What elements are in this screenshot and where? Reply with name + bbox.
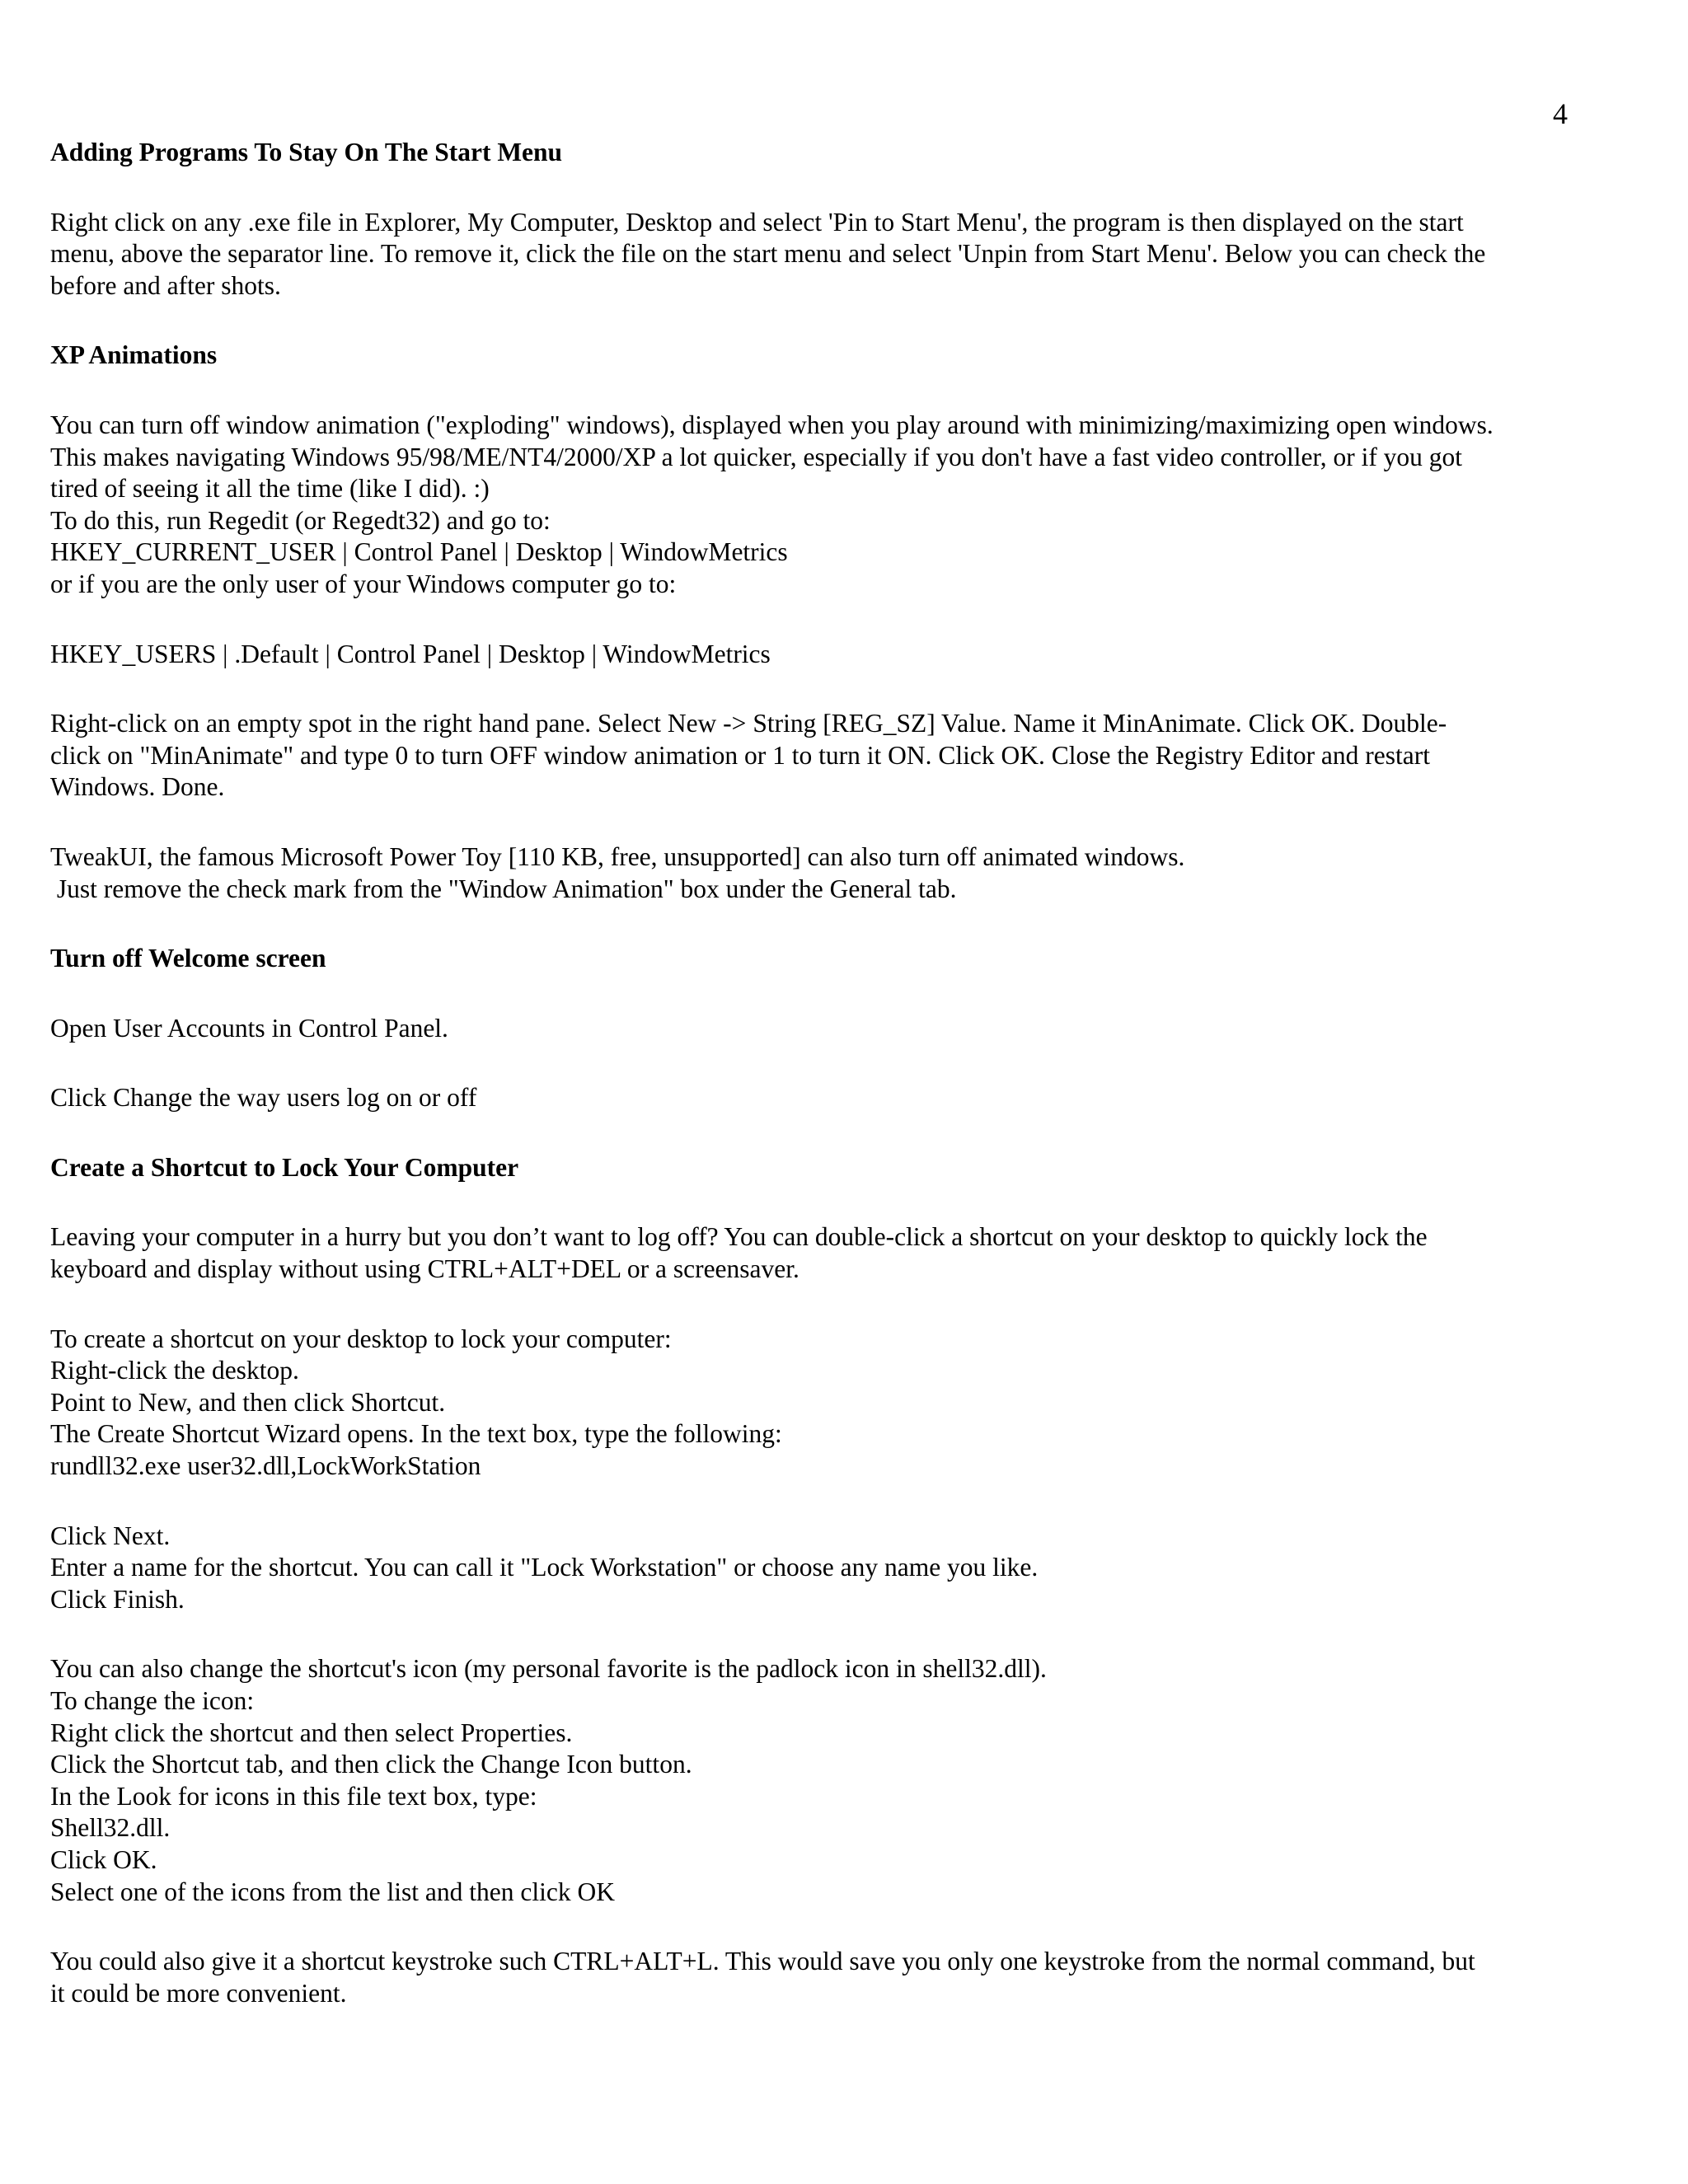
text-line: Click Finish. <box>50 1584 185 1614</box>
spacer <box>50 1908 1600 1946</box>
paragraph-animations-3 <box>50 708 1600 804</box>
text-line: Click Change the way users log on or off <box>50 1083 477 1113</box>
paragraph-welcome-1 <box>50 1013 1600 1045</box>
page-number: 4 <box>1553 97 1568 130</box>
spacer <box>50 1114 1600 1152</box>
text-line: To change the icon: <box>50 1686 255 1715</box>
paragraph-animations-1 <box>50 410 1600 601</box>
text-line: You could also give it a shortcut keystroke such CTRL+ALT+L. This would save you only one keystroke from the normal command, but <box>50 1947 1475 1976</box>
text-line: Right-click the desktop. <box>50 1356 299 1385</box>
spacer <box>50 372 1600 410</box>
text-line: tired of seeing it all the time (like I did). :) <box>50 474 490 504</box>
spacer <box>50 1615 1600 1653</box>
registry-path: HKEY_USERS | .Default | Control Panel | Desktop | WindowMetrics <box>50 639 771 668</box>
heading-welcome-screen: Turn off Welcome screen <box>50 944 326 973</box>
spacer <box>50 601 1600 639</box>
text-line: Leaving your computer in a hurry but you don’t want to log off? You can double-click a shortcut on your desktop to quickly lock the <box>50 1222 1428 1252</box>
text-line: Point to New, and then click Shortcut. <box>50 1387 446 1417</box>
registry-path: HKEY_CURRENT_USER | Control Panel | Desktop | WindowMetrics <box>50 537 788 567</box>
text-line: Open User Accounts in Control Panel. <box>50 1013 448 1043</box>
text-line: before and after shots. <box>50 270 281 300</box>
paragraph-lock-4 <box>50 1653 1600 1908</box>
paragraph-welcome-2 <box>50 1082 1600 1114</box>
text-line: To do this, run Regedit (or Regedt32) and go to: <box>50 505 551 535</box>
spacer <box>50 1286 1600 1324</box>
paragraph-lock-5 <box>50 1946 1600 2009</box>
text-line: To create a shortcut on your desktop to lock your computer: <box>50 1324 672 1353</box>
text-line: You can also change the shortcut's icon (my personal favorite is the padlock icon in shell32.dll). <box>50 1654 1047 1684</box>
text-line: it could be more convenient. <box>50 1978 347 2008</box>
text-line: Windows. Done. <box>50 772 225 802</box>
document-body <box>50 137 1600 2009</box>
text-line: Select one of the icons from the list and then click OK <box>50 1877 615 1906</box>
text-line: menu, above the separator line. To remove it, click the file on the start menu and select 'Unpin from Start Menu'. Below you can check the <box>50 239 1486 269</box>
text-line: Enter a name for the shortcut. You can call it "Lock Workstation" or choose any name you like. <box>50 1553 1039 1582</box>
text-line: Click the Shortcut tab, and then click the Change Icon button. <box>50 1750 692 1779</box>
heading-start-menu: Adding Programs To Stay On The Start Menu <box>50 138 563 166</box>
text-line: Right click on any .exe file in Explorer, My Computer, Desktop and select 'Pin to Start Menu', the program is then displayed on the start <box>50 207 1464 237</box>
text-line: or if you are the only user of your Windows computer go to: <box>50 569 677 598</box>
text-line: Shell32.dll. <box>50 1813 171 1843</box>
spacer <box>50 1483 1600 1521</box>
spacer <box>50 670 1600 708</box>
text-line: click on "MinAnimate" and type 0 to turn OFF window animation or 1 to turn it ON. Click OK. Close the Registry Editor and restart <box>50 740 1430 770</box>
text-line: keyboard and display without using CTRL+ALT+DEL or a screensaver. <box>50 1254 799 1284</box>
heading-lock-computer: Create a Shortcut to Lock Your Computer <box>50 1152 519 1182</box>
text-line: Click Next. <box>50 1521 171 1550</box>
heading-xp-animations: XP Animations <box>50 340 218 370</box>
spacer <box>50 804 1600 841</box>
paragraph-animations-2 <box>50 639 1600 671</box>
spacer <box>50 1044 1600 1082</box>
text-line: Click OK. <box>50 1844 157 1874</box>
spacer <box>50 169 1600 207</box>
spacer <box>50 1183 1600 1221</box>
text-line: You can turn off window animation ("exploding" windows), displayed when you play around with minimizing/maximizing open windows. <box>50 410 1493 439</box>
command-line: rundll32.exe user32.dll,LockWorkStation <box>50 1451 481 1481</box>
paragraph-lock-2 <box>50 1324 1600 1483</box>
paragraph-start-menu-1 <box>50 207 1600 302</box>
paragraph-animations-4 <box>50 841 1600 905</box>
text-line: Right-click on an empty spot in the right hand pane. Select New -> String [REG_SZ] Value. Name it MinAnimate. Click OK. Double- <box>50 709 1447 738</box>
text-line: This makes navigating Windows 95/98/ME/NT4/2000/XP a lot quicker, especially if you don't have a fast video controller, or if you got <box>50 442 1463 471</box>
spacer <box>50 905 1600 943</box>
paragraph-lock-3 <box>50 1521 1600 1616</box>
text-line: In the Look for icons in this file text box, type: <box>50 1781 537 1811</box>
paragraph-lock-1 <box>50 1221 1600 1285</box>
spacer <box>50 975 1600 1013</box>
text-line: TweakUI, the famous Microsoft Power Toy [110 KB, free, unsupported] can also turn off animated windows. <box>50 841 1185 871</box>
text-line: Right click the shortcut and then select Properties. <box>50 1718 573 1747</box>
spacer <box>50 302 1600 340</box>
text-line: Just remove the check mark from the "Window Animation" box under the General tab. <box>50 874 957 903</box>
text-line: The Create Shortcut Wizard opens. In the text box, type the following: <box>50 1419 782 1449</box>
